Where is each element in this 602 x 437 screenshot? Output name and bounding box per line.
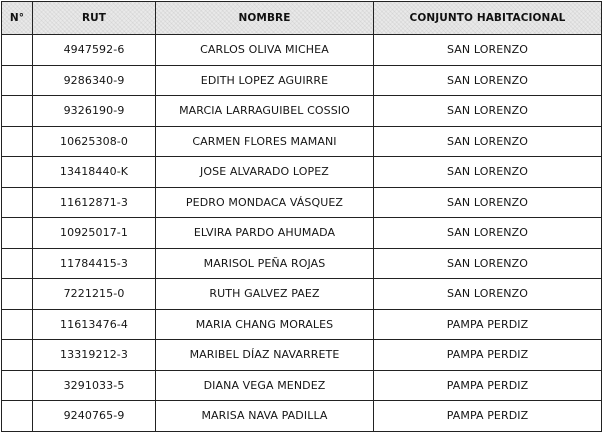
- table-row: [2, 187, 602, 218]
- cell-num: [2, 279, 33, 310]
- cell-rut: 9240765-9: [33, 401, 156, 432]
- cell-num: [2, 248, 33, 279]
- cell-num: [2, 126, 33, 157]
- cell-conjunto-habitacional: SAN LORENZO: [374, 35, 602, 66]
- cell-num: [2, 370, 33, 401]
- cell-nombre: CARMEN FLORES MAMANI: [156, 126, 374, 157]
- cell-num: [2, 157, 33, 188]
- cell-num: [2, 218, 33, 249]
- cell-nombre: CARLOS OLIVA MICHEA: [156, 35, 374, 66]
- cell-conjunto-habitacional: SAN LORENZO: [374, 279, 602, 310]
- cell-nombre: MARISA NAVA PADILLA: [156, 401, 374, 432]
- cell-conjunto-habitacional: SAN LORENZO: [374, 157, 602, 188]
- cell-num: [2, 65, 33, 96]
- cell-rut: 13418440-K: [33, 157, 156, 188]
- header-row: [2, 2, 602, 35]
- cell-conjunto-habitacional: PAMPA PERDIZ: [374, 401, 602, 432]
- header-rut: RUT: [33, 2, 156, 35]
- cell-conjunto-habitacional: SAN LORENZO: [374, 126, 602, 157]
- cell-rut: 9286340-9: [33, 65, 156, 96]
- cell-num: [2, 340, 33, 371]
- cell-num: [2, 187, 33, 218]
- cell-conjunto-habitacional: SAN LORENZO: [374, 96, 602, 127]
- cell-nombre: EDITH LOPEZ AGUIRRE: [156, 65, 374, 96]
- table-row: [2, 248, 602, 279]
- cell-conjunto-habitacional: SAN LORENZO: [374, 187, 602, 218]
- table-row: [2, 96, 602, 127]
- cell-conjunto-habitacional: SAN LORENZO: [374, 218, 602, 249]
- table-row: [2, 370, 602, 401]
- table-row: [2, 157, 602, 188]
- header-num: N°: [2, 2, 33, 35]
- cell-rut: 9326190-9: [33, 96, 156, 127]
- cell-conjunto-habitacional: SAN LORENZO: [374, 248, 602, 279]
- table-body: [2, 35, 602, 432]
- table-row: [2, 65, 602, 96]
- cell-rut: 10925017-1: [33, 218, 156, 249]
- table-row: [2, 126, 602, 157]
- cell-rut: 10625308-0: [33, 126, 156, 157]
- table-row: [2, 218, 602, 249]
- cell-rut: 13319212-3: [33, 340, 156, 371]
- cell-nombre: DIANA VEGA MENDEZ: [156, 370, 374, 401]
- cell-nombre: JOSE ALVARADO LOPEZ: [156, 157, 374, 188]
- table-row: [2, 279, 602, 310]
- cell-num: [2, 401, 33, 432]
- table-row: [2, 35, 602, 66]
- cell-conjunto-habitacional: PAMPA PERDIZ: [374, 340, 602, 371]
- cell-rut: 11612871-3: [33, 187, 156, 218]
- cell-nombre: MARCIA LARRAGUIBEL COSSIO: [156, 96, 374, 127]
- cell-conjunto-habitacional: PAMPA PERDIZ: [374, 309, 602, 340]
- cell-conjunto-habitacional: PAMPA PERDIZ: [374, 370, 602, 401]
- cell-num: [2, 35, 33, 66]
- cell-nombre: MARIA CHANG MORALES: [156, 309, 374, 340]
- header-conjunto-habitacional: CONJUNTO HABITACIONAL: [374, 2, 602, 35]
- cell-conjunto-habitacional: SAN LORENZO: [374, 65, 602, 96]
- table-row: [2, 309, 602, 340]
- beneficiaries-table: [1, 1, 602, 432]
- table-header: [2, 2, 602, 35]
- table-row: [2, 340, 602, 371]
- cell-num: [2, 96, 33, 127]
- header-nombre: NOMBRE: [156, 2, 374, 35]
- cell-nombre: ELVIRA PARDO AHUMADA: [156, 218, 374, 249]
- cell-rut: 11613476-4: [33, 309, 156, 340]
- cell-nombre: RUTH GALVEZ PAEZ: [156, 279, 374, 310]
- cell-num: [2, 309, 33, 340]
- cell-nombre: MARISOL PEÑA ROJAS: [156, 248, 374, 279]
- cell-rut: 3291033-5: [33, 370, 156, 401]
- table-row: [2, 401, 602, 432]
- cell-nombre: MARIBEL DÍAZ NAVARRETE: [156, 340, 374, 371]
- cell-rut: 7221215-0: [33, 279, 156, 310]
- cell-nombre: PEDRO MONDACA VÁSQUEZ: [156, 187, 374, 218]
- cell-rut: 4947592-6: [33, 35, 156, 66]
- cell-rut: 11784415-3: [33, 248, 156, 279]
